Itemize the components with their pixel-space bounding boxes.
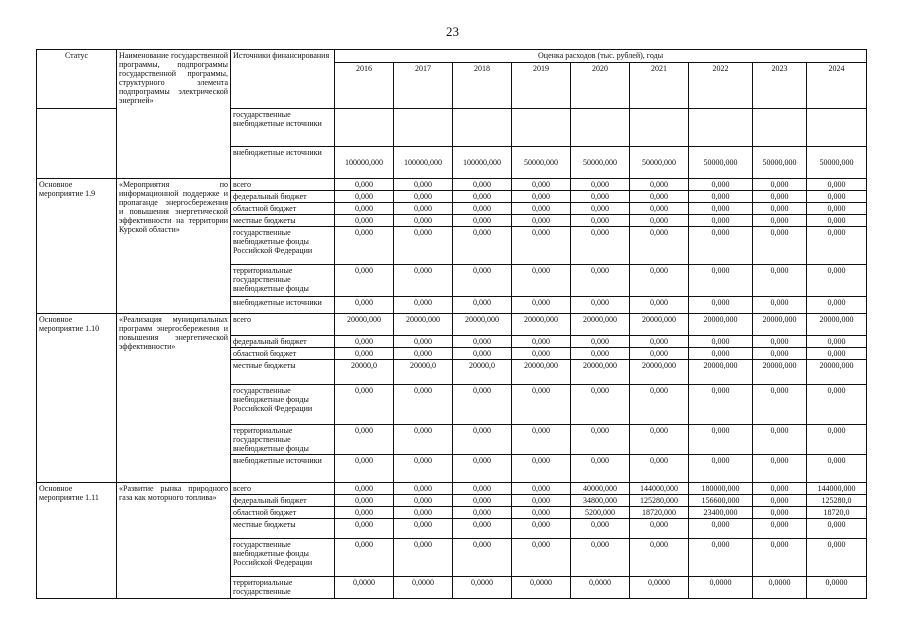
value-cell: 0,000: [512, 519, 571, 539]
value-cell: 0,000: [689, 348, 753, 360]
value-cell: 0,000: [453, 265, 512, 297]
value-cell: 180000,000: [689, 483, 753, 495]
value-cell: [630, 109, 689, 147]
value-cell: [807, 109, 867, 147]
year-2016: 2016: [335, 63, 394, 109]
value-cell: 0,000: [630, 425, 689, 455]
value-cell: 0,000: [630, 519, 689, 539]
value-cell: 0,000: [394, 507, 453, 519]
value-cell: 0,000: [571, 425, 630, 455]
value-cell: 0,000: [512, 539, 571, 577]
value-cell: 0,0000: [394, 577, 453, 599]
status-cell: Основное мероприятие 1.9: [37, 179, 117, 314]
value-cell: 50000,000: [630, 147, 689, 179]
value-cell: 144000,000: [807, 483, 867, 495]
value-cell: 50000,000: [512, 147, 571, 179]
source-cell: внебюджетные источники: [231, 297, 335, 314]
value-cell: 0,000: [335, 297, 394, 314]
table-row: [37, 314, 867, 336]
value-cell: 18720,000: [630, 507, 689, 519]
value-cell: 0,000: [394, 455, 453, 483]
value-cell: 20000,0: [453, 360, 512, 385]
value-cell: 0,000: [453, 215, 512, 227]
value-cell: 0,000: [512, 336, 571, 348]
value-cell: 0,000: [807, 297, 867, 314]
source-cell: внебюджетные источники: [231, 147, 335, 179]
value-cell: 0,000: [571, 227, 630, 265]
value-cell: [753, 109, 807, 147]
value-cell: 0,000: [512, 385, 571, 425]
value-cell: 34800,000: [571, 495, 630, 507]
page-number: 23: [446, 24, 459, 39]
value-cell: 0,000: [453, 203, 512, 215]
value-cell: [571, 109, 630, 147]
year-2021: 2021: [630, 63, 689, 109]
table-row: [37, 483, 867, 495]
value-cell: 20000,0: [335, 360, 394, 385]
value-cell: 0,000: [394, 539, 453, 577]
value-cell: 0,000: [335, 507, 394, 519]
source-cell: федеральный бюджет: [231, 336, 335, 348]
value-cell: 0,000: [689, 336, 753, 348]
value-cell: 0,000: [335, 425, 394, 455]
source-cell: федеральный бюджет: [231, 495, 335, 507]
header-row: [37, 50, 867, 63]
value-cell: 0,000: [335, 519, 394, 539]
value-cell: 50000,000: [571, 147, 630, 179]
value-cell: 0,000: [512, 425, 571, 455]
year-2019: 2019: [512, 63, 571, 109]
value-cell: 20000,000: [753, 314, 807, 336]
source-cell: государственные внебюджетные фонды Российской Федерации: [231, 539, 335, 577]
value-cell: 5200,000: [571, 507, 630, 519]
value-cell: 0,000: [753, 495, 807, 507]
value-cell: 0,000: [394, 179, 453, 191]
value-cell: 0,000: [753, 215, 807, 227]
source-cell: местные бюджеты: [231, 519, 335, 539]
value-cell: 0,000: [335, 348, 394, 360]
value-cell: 0,000: [453, 507, 512, 519]
year-2017: 2017: [394, 63, 453, 109]
value-cell: 0,000: [571, 539, 630, 577]
name-cell: «Развитие рынка природного газа как моторного топлива»: [117, 483, 231, 599]
value-cell: 0,000: [512, 455, 571, 483]
value-cell: 0,000: [753, 297, 807, 314]
value-cell: 0,000: [512, 265, 571, 297]
value-cell: 0,000: [394, 385, 453, 425]
value-cell: 0,000: [571, 336, 630, 348]
value-cell: 0,000: [335, 227, 394, 265]
value-cell: 0,000: [571, 265, 630, 297]
value-cell: 0,000: [453, 348, 512, 360]
source-cell: внебюджетные источники: [231, 455, 335, 483]
value-cell: 0,000: [335, 495, 394, 507]
value-cell: 0,000: [689, 297, 753, 314]
value-cell: 0,000: [394, 191, 453, 203]
value-cell: 0,000: [394, 495, 453, 507]
value-cell: 0,000: [453, 483, 512, 495]
source-cell: областной бюджет: [231, 348, 335, 360]
value-cell: 0,000: [807, 265, 867, 297]
status-cell-empty: [37, 109, 117, 179]
value-cell: 0,000: [453, 297, 512, 314]
value-cell: 0,0000: [630, 577, 689, 599]
value-cell: 0,000: [394, 215, 453, 227]
value-cell: 0,000: [753, 191, 807, 203]
value-cell: 20000,000: [512, 314, 571, 336]
year-2018: 2018: [453, 63, 512, 109]
value-cell: 0,000: [689, 215, 753, 227]
year-2024: 2024: [807, 63, 867, 109]
value-cell: 0,000: [453, 425, 512, 455]
value-cell: 0,000: [753, 519, 807, 539]
value-cell: 100000,000: [335, 147, 394, 179]
value-cell: 0,0000: [512, 577, 571, 599]
value-cell: 0,000: [571, 297, 630, 314]
value-cell: 0,000: [689, 455, 753, 483]
value-cell: 0,000: [630, 385, 689, 425]
value-cell: 0,000: [753, 539, 807, 577]
value-cell: 0,000: [753, 203, 807, 215]
value-cell: 20000,000: [571, 360, 630, 385]
value-cell: 100000,000: [394, 147, 453, 179]
value-cell: 0,000: [807, 179, 867, 191]
value-cell: 0,000: [807, 203, 867, 215]
value-cell: 0,000: [512, 191, 571, 203]
value-cell: 0,000: [753, 348, 807, 360]
value-cell: 0,000: [394, 336, 453, 348]
value-cell: [512, 109, 571, 147]
value-cell: 0,000: [571, 203, 630, 215]
value-cell: 0,000: [630, 179, 689, 191]
value-cell: 0,000: [453, 519, 512, 539]
value-cell: 0,000: [807, 348, 867, 360]
value-cell: 0,000: [807, 227, 867, 265]
value-cell: 0,000: [453, 227, 512, 265]
value-cell: 0,000: [689, 203, 753, 215]
status-cell: Основное мероприятие 1.10: [37, 314, 117, 483]
value-cell: 20000,000: [630, 314, 689, 336]
value-cell: 0,000: [753, 227, 807, 265]
value-cell: 0,000: [571, 385, 630, 425]
value-cell: 0,000: [335, 179, 394, 191]
value-cell: 0,000: [689, 385, 753, 425]
value-cell: 0,000: [753, 265, 807, 297]
year-2022: 2022: [689, 63, 753, 109]
value-cell: 0,000: [394, 203, 453, 215]
value-cell: 0,000: [630, 265, 689, 297]
value-cell: 0,0000: [689, 577, 753, 599]
value-cell: 0,000: [689, 265, 753, 297]
value-cell: 20000,000: [453, 314, 512, 336]
value-cell: 0,0000: [753, 577, 807, 599]
value-cell: 0,000: [335, 539, 394, 577]
value-cell: 0,000: [753, 385, 807, 425]
value-cell: 0,000: [394, 227, 453, 265]
source-cell: государственные внебюджетные источники: [231, 109, 335, 147]
value-cell: 0,000: [335, 215, 394, 227]
source-cell: областной бюджет: [231, 203, 335, 215]
value-cell: 0,000: [335, 385, 394, 425]
value-cell: 0,0000: [807, 577, 867, 599]
value-cell: 20000,000: [807, 314, 867, 336]
source-cell: местные бюджеты: [231, 215, 335, 227]
value-cell: 0,000: [394, 297, 453, 314]
value-cell: 50000,000: [689, 147, 753, 179]
value-cell: 0,000: [689, 519, 753, 539]
value-cell: 0,000: [512, 495, 571, 507]
value-cell: 20000,0: [394, 360, 453, 385]
value-cell: 0,000: [335, 483, 394, 495]
value-cell: 20000,000: [689, 314, 753, 336]
status-cell: Основное мероприятие 1.11: [37, 483, 117, 599]
value-cell: 0,000: [394, 519, 453, 539]
value-cell: 0,000: [689, 227, 753, 265]
value-cell: 0,000: [512, 483, 571, 495]
value-cell: 0,000: [630, 539, 689, 577]
value-cell: 125280,0: [807, 495, 867, 507]
value-cell: 40000,000: [571, 483, 630, 495]
value-cell: 0,000: [807, 455, 867, 483]
value-cell: 0,000: [453, 539, 512, 577]
value-cell: 0,000: [753, 455, 807, 483]
source-cell: территориальные государственные внебюджетные фонды: [231, 425, 335, 455]
value-cell: 0,000: [453, 191, 512, 203]
header-source: Источники финансирования: [231, 50, 335, 109]
value-cell: 0,000: [571, 455, 630, 483]
value-cell: 0,000: [453, 455, 512, 483]
value-cell: 100000,000: [453, 147, 512, 179]
value-cell: 0,000: [394, 265, 453, 297]
value-cell: 0,000: [512, 215, 571, 227]
value-cell: 0,000: [630, 227, 689, 265]
value-cell: 0,000: [453, 179, 512, 191]
value-cell: 0,000: [807, 191, 867, 203]
value-cell: 0,000: [571, 519, 630, 539]
value-cell: 20000,000: [630, 360, 689, 385]
value-cell: [335, 109, 394, 147]
value-cell: 0,000: [630, 348, 689, 360]
value-cell: 0,000: [453, 385, 512, 425]
value-cell: 0,000: [512, 297, 571, 314]
value-cell: 18720,0: [807, 507, 867, 519]
value-cell: 20000,000: [335, 314, 394, 336]
value-cell: 0,000: [571, 215, 630, 227]
value-cell: 144000,000: [630, 483, 689, 495]
value-cell: 50000,000: [753, 147, 807, 179]
value-cell: 0,000: [335, 265, 394, 297]
value-cell: 0,0000: [335, 577, 394, 599]
value-cell: 20000,000: [689, 360, 753, 385]
value-cell: [453, 109, 512, 147]
source-cell: всего: [231, 483, 335, 495]
header-estimate: Оценка расходов (тыс. рублей), годы: [335, 50, 867, 63]
source-cell: государственные внебюджетные фонды Российской Федерации: [231, 385, 335, 425]
name-cell: «Мероприятия по информационной поддержке и пропаганде энергосбережения и повышения энергетической эффективности на территории Курской области»: [117, 179, 231, 314]
value-cell: 0,000: [335, 191, 394, 203]
value-cell: 0,000: [394, 348, 453, 360]
value-cell: 0,000: [512, 348, 571, 360]
value-cell: 0,000: [689, 179, 753, 191]
value-cell: 0,000: [512, 179, 571, 191]
name-cell: «Реализация муниципальных программ энергосбережения и повышения энергетической эффективности»: [117, 314, 231, 483]
table-row: [37, 179, 867, 191]
source-cell: территориальные государственные внебюджетные фонды: [231, 265, 335, 297]
value-cell: 0,000: [753, 425, 807, 455]
value-cell: 0,000: [453, 495, 512, 507]
value-cell: 0,000: [807, 336, 867, 348]
value-cell: 0,000: [753, 336, 807, 348]
source-cell: территориальные государственные: [231, 577, 335, 599]
value-cell: 0,000: [753, 483, 807, 495]
value-cell: 0,000: [335, 336, 394, 348]
value-cell: 20000,000: [394, 314, 453, 336]
value-cell: 0,000: [335, 203, 394, 215]
value-cell: 0,000: [571, 179, 630, 191]
value-cell: 23400,000: [689, 507, 753, 519]
value-cell: 20000,000: [512, 360, 571, 385]
source-cell: федеральный бюджет: [231, 191, 335, 203]
value-cell: 0,000: [689, 191, 753, 203]
value-cell: 0,000: [807, 539, 867, 577]
year-2020: 2020: [571, 63, 630, 109]
source-cell: областной бюджет: [231, 507, 335, 519]
value-cell: 0,000: [807, 425, 867, 455]
value-cell: 0,0000: [571, 577, 630, 599]
value-cell: 0,000: [630, 336, 689, 348]
value-cell: 0,000: [512, 227, 571, 265]
value-cell: [394, 109, 453, 147]
value-cell: 0,000: [571, 191, 630, 203]
value-cell: 0,000: [512, 507, 571, 519]
value-cell: 0,000: [807, 215, 867, 227]
value-cell: 0,000: [630, 297, 689, 314]
value-cell: [689, 109, 753, 147]
year-2023: 2023: [753, 63, 807, 109]
value-cell: 50000,000: [807, 147, 867, 179]
value-cell: 0,0000: [453, 577, 512, 599]
source-cell: местные бюджеты: [231, 360, 335, 385]
value-cell: 156600,000: [689, 495, 753, 507]
header-status: Статус: [37, 50, 117, 109]
value-cell: 20000,000: [807, 360, 867, 385]
value-cell: 0,000: [394, 483, 453, 495]
value-cell: 0,000: [630, 191, 689, 203]
value-cell: 125280,000: [630, 495, 689, 507]
value-cell: 0,000: [630, 215, 689, 227]
value-cell: 0,000: [689, 539, 753, 577]
value-cell: 0,000: [689, 425, 753, 455]
value-cell: 20000,000: [571, 314, 630, 336]
source-cell: всего: [231, 179, 335, 191]
value-cell: 0,000: [807, 519, 867, 539]
value-cell: 0,000: [453, 336, 512, 348]
value-cell: 0,000: [571, 348, 630, 360]
value-cell: 0,000: [512, 203, 571, 215]
value-cell: 0,000: [394, 425, 453, 455]
value-cell: 0,000: [630, 455, 689, 483]
value-cell: 0,000: [753, 507, 807, 519]
value-cell: 0,000: [335, 455, 394, 483]
value-cell: 0,000: [753, 179, 807, 191]
source-cell: государственные внебюджетные фонды Российской Федерации: [231, 227, 335, 265]
value-cell: 0,000: [630, 203, 689, 215]
value-cell: 20000,000: [753, 360, 807, 385]
value-cell: 0,000: [807, 385, 867, 425]
source-cell: всего: [231, 314, 335, 336]
header-name: Наименование государственной программы, подпрограммы государственной программы, структурного элемента подпрограммы электрической энергией»: [117, 50, 231, 179]
budget-table: [36, 49, 867, 599]
